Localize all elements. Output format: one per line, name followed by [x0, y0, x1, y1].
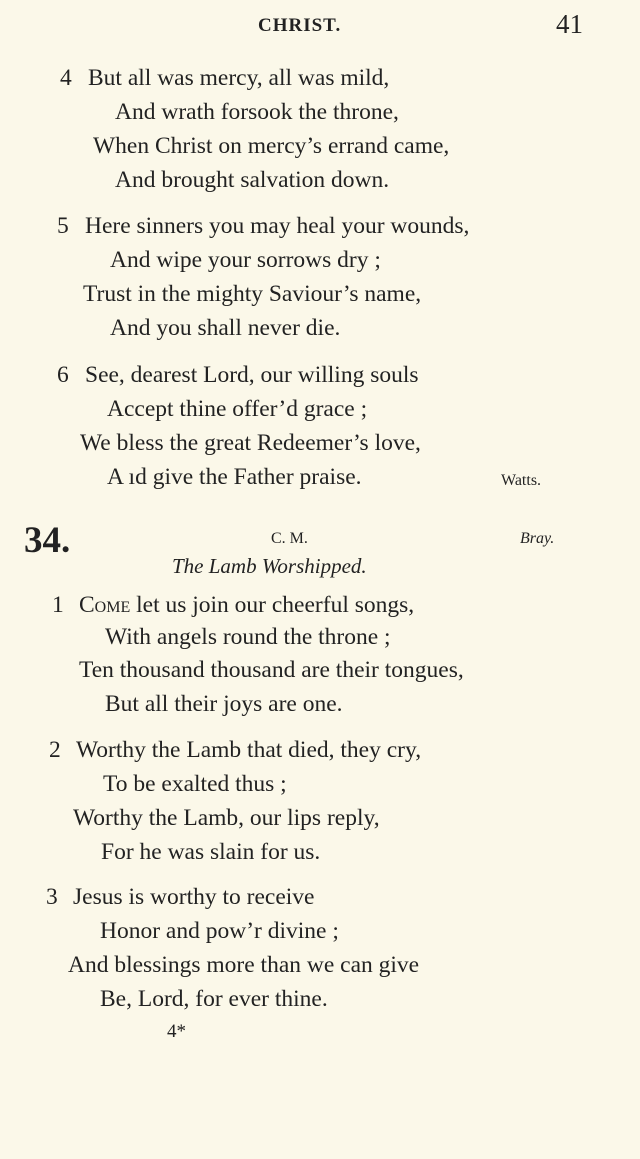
verse-line [79, 592, 414, 619]
verse-line: Accept thine offer’d grace ; [107, 396, 368, 422]
verse-line: We bless the great Redeemer’s love, [80, 430, 421, 456]
hymn-number: 34. [24, 520, 71, 561]
author-attribution: Watts. [501, 472, 542, 489]
verse-line: And wrath forsook the throne, [115, 99, 399, 125]
verse-line: But all their joys are one. [105, 691, 343, 717]
hymn-meter: C. M. [271, 530, 308, 547]
verse-line: And brought salvation down. [115, 167, 390, 193]
printer-signature: 4* [167, 1021, 186, 1042]
stanza-number: 5 [57, 213, 69, 239]
first-line-rest: let us join our cheerful songs, [130, 592, 415, 618]
running-title: CHRIST. [258, 15, 342, 36]
hymn-title: The Lamb Worshipped. [172, 554, 367, 578]
stanza-number: 2 [49, 737, 61, 763]
verse-line: Be, Lord, for ever thine. [100, 986, 328, 1012]
verse-line: But all was mercy, all was mild, [88, 65, 390, 91]
verse-line: When Christ on mercy’s errand came, [93, 133, 450, 159]
verse-line: And you shall never die. [110, 315, 341, 341]
verse-line: A ıd give the Father praise. [107, 464, 362, 490]
drop-word: Come [79, 592, 131, 618]
stanza-number: 1 [52, 592, 64, 618]
verse-line: To be exalted thus ; [103, 771, 287, 797]
verse-line: See, dearest Lord, our willing souls [85, 362, 419, 388]
verse-line: For he was slain for us. [101, 839, 321, 865]
verse-line: Jesus is worthy to receive [73, 884, 315, 910]
verse-line: With angels round the throne ; [105, 624, 391, 650]
verse-line: Worthy the Lamb, our lips reply, [73, 805, 380, 831]
verse-line: Ten thousand thousand are their tongues, [79, 657, 464, 683]
verse-line: Honor and pow’r divine ; [100, 918, 339, 944]
verse-line: Trust in the mighty Saviour’s name, [83, 281, 422, 307]
verse-line: Here sinners you may heal your wounds, [85, 213, 470, 239]
page-number: 41 [556, 9, 583, 39]
stanza-number: 4 [60, 65, 72, 91]
stanza-number: 3 [46, 884, 58, 910]
stanza-number: 6 [57, 362, 69, 388]
verse-line: And blessings more than we can give [68, 952, 420, 978]
tune-name: Bray. [520, 530, 555, 547]
verse-line: And wipe your sorrows dry ; [110, 247, 381, 273]
verse-line: Worthy the Lamb that died, they cry, [76, 737, 422, 763]
